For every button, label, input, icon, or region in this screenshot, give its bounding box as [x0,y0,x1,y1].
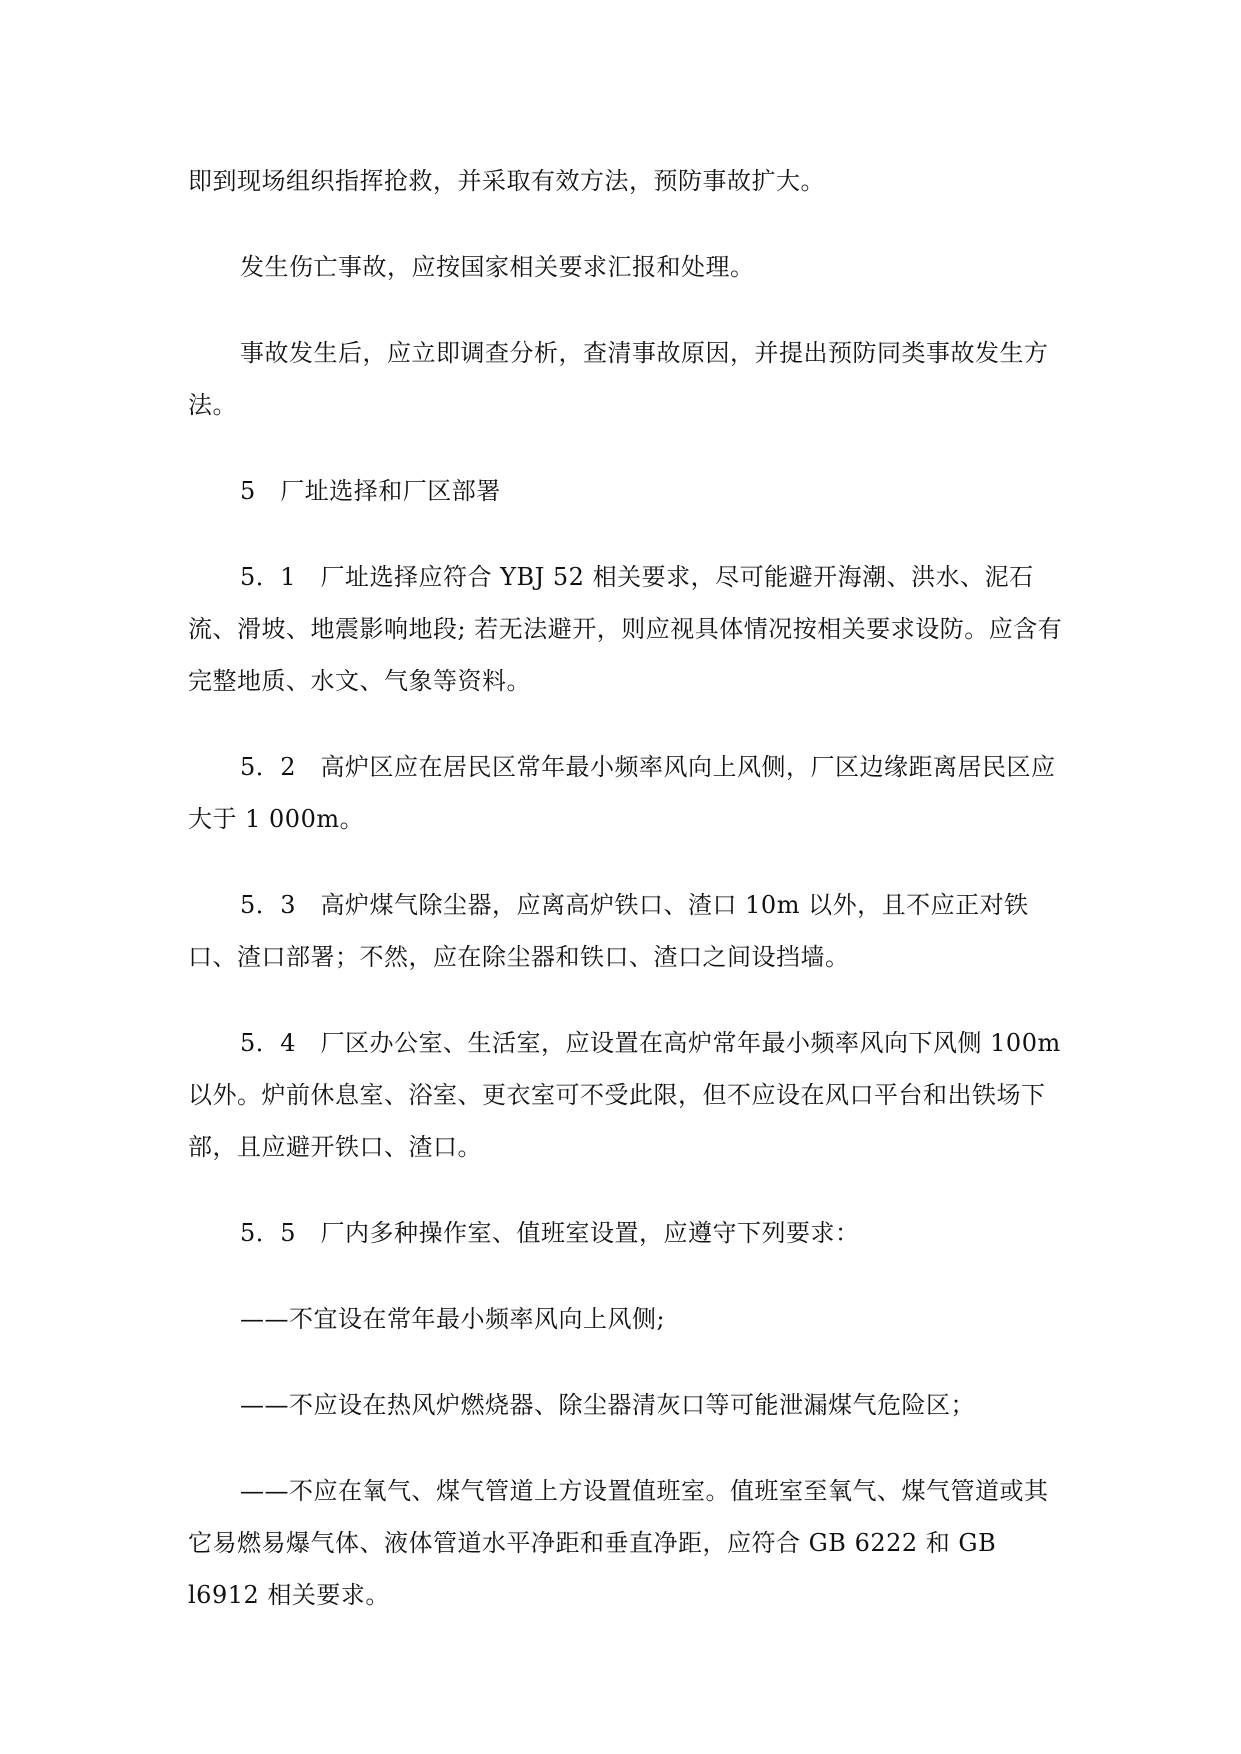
clause-5-1: 5．1 厂址选择应符合 YBJ 52 相关要求，尽可能避开海潮、洪水、泥石流、滑坡、地震影响地段; 若无法避开，则应视具体情况按相关要求设防。应含有完整地质、水文、气象等资料。 [188,563,1063,695]
clause-5-2: 5．2 高炉区应在居民区常年最小频率风向上风侧，厂区边缘距离居民区应大于 1 000m。 [188,753,1056,833]
clause-5-5: 5．5 厂内多种操作室、值班室设置，应遵守下列要求： [240,1219,860,1247]
paragraph-casualty-report: 发生伤亡事故，应按国家相关要求汇报和处理。 [240,253,755,281]
list-item-5-5-c: ——不应在氧气、煤气管道上方设置值班室。值班室至氧气、煤气管道或其它易燃易爆气体、液体管道水平净距和垂直净距，应符合 GB 6222 和 GB l6912 相关要求。 [188,1477,1049,1609]
list-item-5-5-b: ——不应设在热风炉燃烧器、除尘器清灰口等可能泄漏煤气危险区； [240,1391,975,1419]
clause-5-4: 5．4 厂区办公室、生活室，应设置在高炉常年最小频率风向下风侧 100m 以外。炉前休息室、浴室、更衣室可不受此限，但不应设在风口平台和出铁场下部，且应避开铁口、渣口。 [188,1029,1061,1161]
clause-5-3: 5．3 高炉煤气除尘器，应离高炉铁口、渣口 10m 以外，且不应正对铁口、渣口部署；不然，应在除尘器和铁口、渣口之间设挡墙。 [188,891,1029,971]
paragraph-accident-investigation: 事故发生后，应立即调查分析，查清事故原因，并提出预防同类事故发生方法。 [188,339,1049,419]
section-heading-5: 5 厂址选择和厂区部署 [240,477,501,505]
document-body [188,155,1068,1655]
paragraph-accident-rescue: 即到现场组织指挥抢救，并采取有效方法，预防事故扩大。 [188,167,825,195]
list-item-5-5-a: ——不宜设在常年最小频率风向上风侧; [240,1305,666,1333]
